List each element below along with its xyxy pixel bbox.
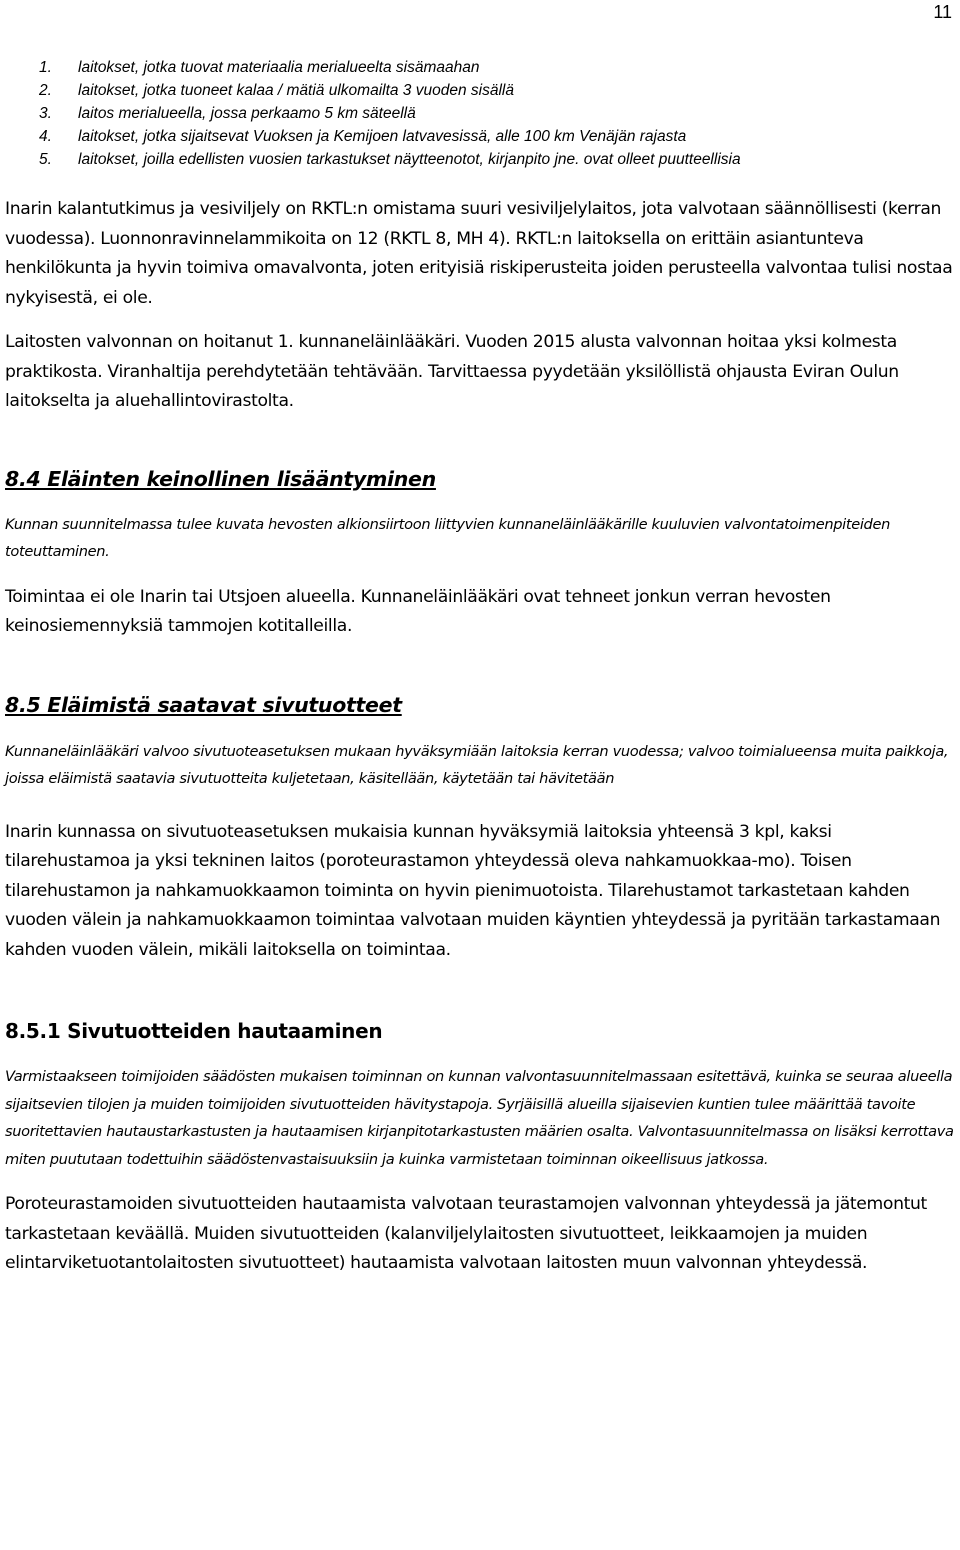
paragraph-8-4: Toimintaa ei ole Inarin tai Utsjoen alueella. Kunnaneläinlääkäri ovat tehneet jonkun verran hevosten keinosiemennyksiä tammojen kotitalleilla. — [5, 586, 831, 636]
paragraph-8-5-1: Poroteurastamoiden sivutuotteiden hautaamista valvotaan teurastamojen valvonnan yhteydessä ja jätemontut tarkastetaan keväällä. Muiden sivutuotteiden (kalanviljelylaitosten sivutuotteet, leikkaamojen ja muiden elintarviketuotantolaitosten sivutuotteet) hautaamista valvotaan laitosten muun valvonnan yhteydessä. — [5, 1194, 927, 1273]
list-item-number: 3. — [39, 105, 52, 122]
instruction-note-8-4: Kunnan suunnitelmassa tulee kuvata hevosten alkionsiirtoon liittyvien kunnaneläinlääkärille kuuluvien valvontatoimenpiteiden toteuttaminen. — [5, 515, 891, 560]
paragraph-inspection-staff: Laitosten valvonnan on hoitanut 1. kunnaneläinlääkäri. Vuoden 2015 alusta valvonnan hoitaa yksi kolmesta praktikosta. Viranhaltija perehdytetään tehtävään. Tarvittaessa pyydetään yksilöllistä ohjausta Eviran Oulun laitokselta ja aluehallintovirastolta. — [5, 332, 899, 411]
risk-criteria-list — [5, 56, 955, 171]
instruction-note-8-5-1: Varmistaakseen toimijoiden säädösten mukaisen toiminnan on kunnan valvontasuunnitelmassaan esitettävä, kuinka se seuraa alueella sijaitsevien tilojen ja muiden toimijoiden sivutuotteiden hävitystapoja. Syrjäisillä alueilla sijaisevien kuntien tulee määrittää tavoite suoritettavien hautaustarkastusten ja hautaamisen kirjanpitotarkastusten määrien osalta. Valvontasuunnitelmassa on lisäksi kerrottava miten puututaan todettuihin säädöstenvastaisuuksiin ja kuinka varmistetaan toiminnan oikeellisuus jatkossa. — [5, 1068, 954, 1168]
section-heading-8-5-1: 8.5.1 Sivutuotteiden hautaaminen — [5, 1019, 383, 1043]
list-item — [5, 125, 955, 148]
list-item — [5, 102, 955, 125]
page-number: 11 — [933, 2, 952, 22]
list-item — [5, 148, 955, 171]
list-item-text: laitokset, jotka sijaitsevat Vuoksen ja Kemijoen latvavesissä, alle 100 km Venäjän rajasta — [78, 128, 687, 145]
list-item-number: 2. — [39, 82, 52, 99]
section-heading-8-4: 8.4 Eläinten keinollinen lisääntyminen — [5, 466, 436, 491]
list-item-number: 5. — [39, 151, 52, 168]
section-heading-8-5: 8.5 Eläimistä saatavat sivutuotteet — [5, 692, 402, 717]
list-item-text: laitokset, jotka tuovat materiaalia merialueelta sisämaahan — [78, 59, 480, 76]
paragraph-8-5: Inarin kunnassa on sivutuoteasetuksen mukaisia kunnan hyväksymiä laitoksia yhteensä 3 kpl, kaksi tilarehustamoa ja yksi tekninen laitos (poroteurastamon yhteydessä oleva nahkamuokkaa-mo). Toisen tilarehustamon ja nahkamuokkaamon toiminta on hyvin pienimuotoista. Tilarehustamot tarkastetaan kahden vuoden välein ja nahkamuokkaamon toimintaa valvotaan muiden käyntien yhteydessä ja pyritään tarkastamaan kahden vuoden välein, mikäli laitoksella on toimintaa. — [5, 821, 941, 960]
list-item-number: 1. — [39, 59, 52, 76]
list-item — [5, 79, 955, 102]
instruction-note-8-5: Kunnaneläinlääkäri valvoo sivutuoteasetuksen mukaan hyväksymiään laitoksia kerran vuodessa; valvoo toimialueensa muita paikkoja, joissa eläimistä saatavia sivutuotteita kuljetetaan, käsitellään, käytetään tai hävitetään — [5, 742, 949, 787]
list-item-text: laitokset, jotka tuoneet kalaa / mätiä ulkomailta 3 vuoden sisällä — [78, 82, 514, 99]
list-item-number: 4. — [39, 128, 52, 145]
list-item-text: laitos merialueella, jossa perkaamo 5 km säteellä — [78, 105, 416, 122]
list-item-text: laitokset, joilla edellisten vuosien tarkastukset näytteenotot, kirjanpito jne. ovat olleet puutteellisia — [78, 151, 741, 168]
paragraph-inari-fish-farm: Inarin kalantutkimus ja vesiviljely on RKTL:n omistama suuri vesiviljelylaitos, jota valvotaan säännöllisesti (kerran vuodessa). Luonnonravinnelammikoita on 12 (RKTL 8, MH 4). RKTL:n laitoksella on erittäin asiantunteva henkilökunta ja hyvin toimiva omavalvonta, joten erityisiä riskiperusteita joiden perusteella valvontaa tulisi nostaa nykyisestä, ei ole. — [5, 199, 953, 308]
document-body — [5, 56, 955, 1279]
list-item — [5, 56, 955, 79]
